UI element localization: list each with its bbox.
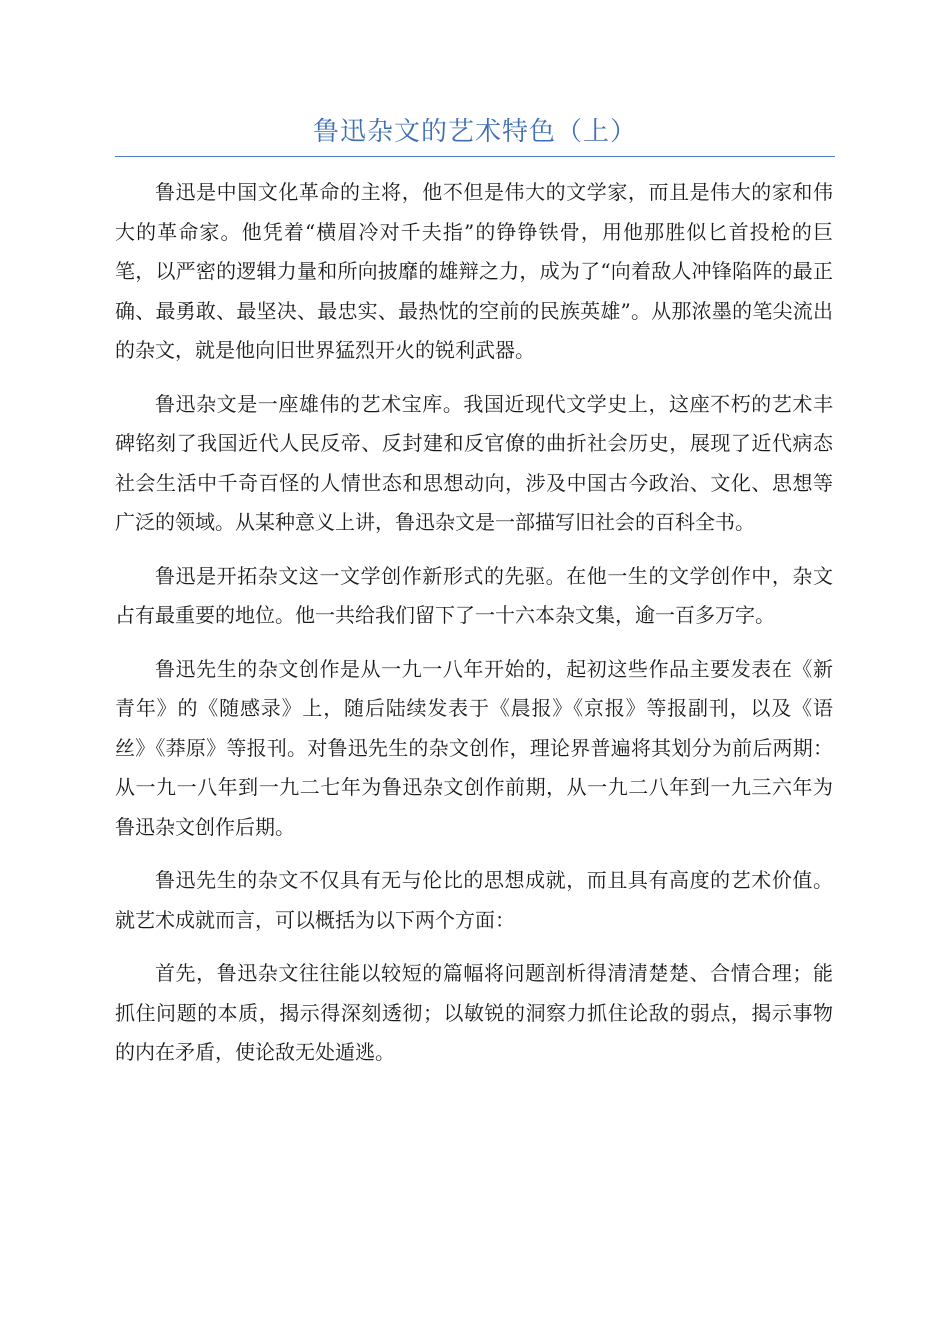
paragraph-2: 鲁迅杂文是一座雄伟的艺术宝库。我国近现代文学史上，这座不朽的艺术丰碑铭刻了我国近代人民反帝、反封建和反官僚的曲折社会历史，展现了近代病态社会生活中千奇百怪的人情世态和思想动向，涉及中国古今政治、文化、思想等广泛的领域。从某种意义上讲，鲁迅杂文是一部描写旧社会的百科全书。 (115, 391, 833, 534)
document-body (115, 173, 833, 1087)
document-title: 鲁迅杂文的艺术特色（上） (312, 117, 637, 147)
paragraph-6: 首先，鲁迅杂文往往能以较短的篇幅将问题剖析得清清楚楚、合情合理；能抓住问题的本质，揭示得深刻透彻；以敏锐的洞察力抓住论敌的弱点，揭示事物的内在矛盾，使论敌无处遁逃。 (115, 961, 833, 1064)
paragraph-5: 鲁迅先生的杂文不仅具有无与伦比的思想成就，而且具有高度的艺术价值。就艺术成就而言，可以概括为以下两个方面： (115, 868, 833, 932)
paragraph-4: 鲁迅先生的杂文创作是从一九一八年开始的，起初这些作品主要发表在《新青年》的《随感录》上，随后陆续发表于《晨报》《京报》等报副刊，以及《语丝》《莽原》等报刊。对鲁迅先生的杂文创作，理论界普遍将其划分为前后两期：从一九一八年到一九二七年为鲁迅杂文创作前期，从一九二八年到一九三六年为鲁迅杂文创作后期。 (115, 656, 833, 839)
paragraph-1: 鲁迅是中国文化革命的主将，他不但是伟大的文学家，而且是伟大的家和伟大的革命家。他凭着“横眉冷对千夫指”的铮铮铁骨，用他那胜似匕首投枪的巨笔，以严密的逻辑力量和所向披靡的雄辩之力，成为了“向着敌人冲锋陷阵的最正确、最勇敢、最坚决、最忠实、最热忱的空前的民族英雄”。从那浓墨的笔尖流出的杂文，就是他向旧世界猛烈开火的锐利武器。 (115, 180, 833, 362)
paragraph-3: 鲁迅是开拓杂文这一文学创作新形式的先驱。在他一生的文学创作中，杂文占有最重要的地位。他一共给我们留下了一十六本杂文集，逾一百多万字。 (115, 563, 833, 627)
title-block (115, 112, 835, 157)
